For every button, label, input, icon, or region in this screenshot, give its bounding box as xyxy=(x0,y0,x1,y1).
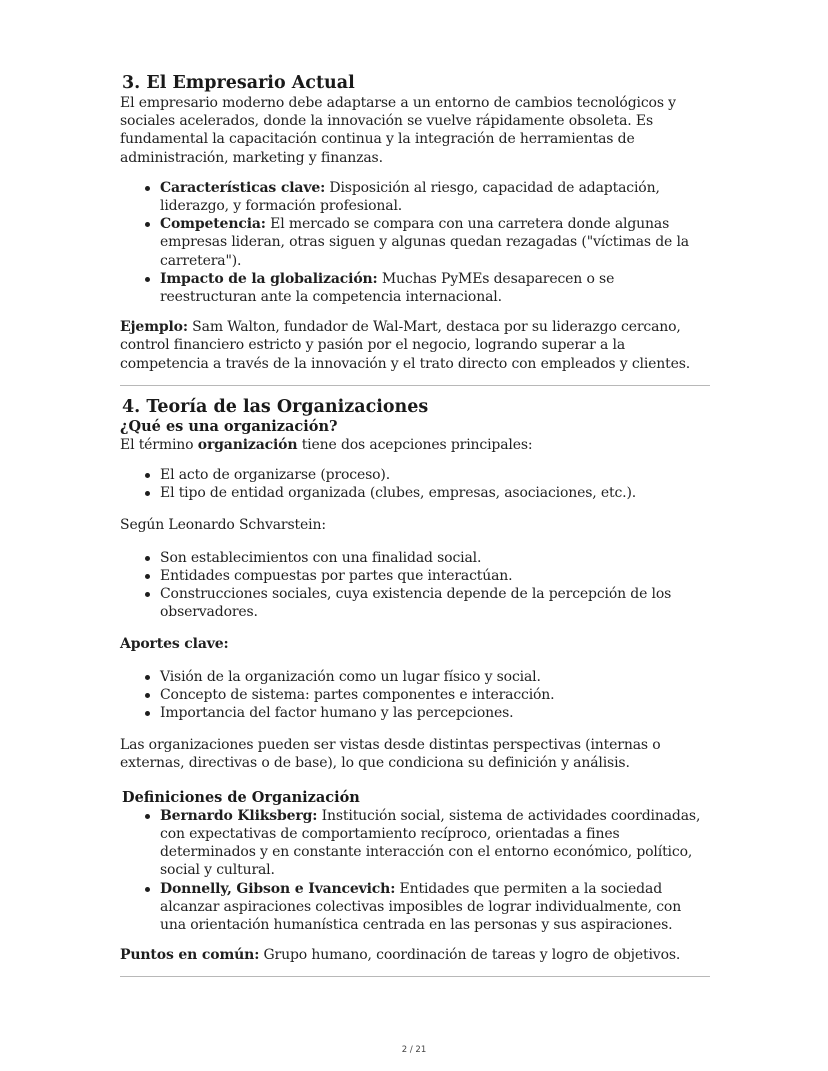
document-page xyxy=(120,72,710,977)
list-item: Son establecimientos con una finalidad social. xyxy=(160,549,710,567)
list-item xyxy=(160,807,710,880)
list-item xyxy=(160,215,710,270)
schvarstein-list xyxy=(120,549,710,622)
definitions-title: Definiciones de Organización xyxy=(122,788,360,806)
section-3-example xyxy=(120,318,710,373)
section-divider xyxy=(120,976,710,977)
list-item: Visión de la organización como un lugar físico y social. xyxy=(160,668,710,686)
section-3-bullet-list xyxy=(120,179,710,306)
list-item: Entidades compuestas por partes que interactúan. xyxy=(160,567,710,585)
page-number: 2 / 21 xyxy=(401,1045,427,1055)
list-item: Construcciones sociales, cuya existencia depende de la percepción de los observadores. xyxy=(160,585,710,621)
bullet-text: Muchas PyMEs desaparecen o se reestructuran ante la competencia internacional. xyxy=(160,270,615,306)
schvarstein-intro: Según Leonardo Schvarstein: xyxy=(120,517,326,534)
definition-text: Institución social, sistema de actividades coordinadas, con expectativas de comportamiento recíproco, orientadas a fines determinados y en constante interacción con el entorno económico, político, social y cultural. xyxy=(160,807,701,879)
example-label: Ejemplo: xyxy=(120,319,188,336)
term-post: tiene dos acepciones principales: xyxy=(297,436,533,453)
bullet-text: Disposición al riesgo, capacidad de adaptación, liderazgo, y formación profesional. xyxy=(160,179,660,215)
bullet-text: El mercado se compara con una carretera donde algunas empresas lideran, otras siguen y algunas quedan rezagadas ("víctimas de la carretera"). xyxy=(160,216,690,269)
perspectives-paragraph: Las organizaciones pueden ser vistas desde distintas perspectivas (internas o externas, directivas o de base), lo que condiciona su definición y análisis. xyxy=(120,737,661,772)
bullet-label: Competencia: xyxy=(160,216,266,233)
list-item: Concepto de sistema: partes componentes e interacción. xyxy=(160,686,710,704)
list-item xyxy=(160,179,710,215)
bullet-label: Impacto de la globalización: xyxy=(160,270,378,287)
term-pre: El término xyxy=(120,436,198,453)
aportes-label xyxy=(120,635,710,653)
common-label: Puntos en común: xyxy=(120,947,260,964)
bullet-label: Características clave: xyxy=(160,179,326,196)
definition-label: Bernardo Kliksberg: xyxy=(160,807,318,824)
list-item: El tipo de entidad organizada (clubes, empresas, asociaciones, etc.). xyxy=(160,484,710,502)
term-paragraph xyxy=(120,436,710,454)
term-bold: organización xyxy=(197,436,298,453)
section-3-title: 3. El Empresario Actual xyxy=(122,73,355,93)
list-item: El acto de organizarse (proceso). xyxy=(160,466,710,484)
section-4-title: 4. Teoría de las Organizaciones xyxy=(122,396,429,417)
list-item: Importancia del factor humano y las percepciones. xyxy=(160,704,710,722)
definitions-list xyxy=(120,807,710,934)
definition-text: Entidades que permiten a la sociedad alcanzar aspiraciones colectivas imposibles de lograr individualmente, con una orientación humanística centrada en las personas y sus aspiraciones. xyxy=(160,880,682,933)
common-text: Grupo humano, coordinación de tareas y logro de objetivos. xyxy=(259,947,681,964)
example-text: Sam Walton, fundador de Wal-Mart, destaca por su liderazgo cercano, control financiero estricto y pasión por el negocio, logrando superar a la competencia a través de la innovación y el trato directo con empleados y clientes. xyxy=(120,319,691,372)
definition-label: Donnelly, Gibson e Ivancevich: xyxy=(160,880,396,897)
list-item xyxy=(160,880,710,935)
meanings-list xyxy=(120,466,710,502)
section-3-intro: El empresario moderno debe adaptarse a un entorno de cambios tecnológicos y sociales acelerados, donde la innovación se vuelve rápidamente obsoleta. Es fundamental la capacitación continua y la integración de herramientas de administración, marketing y finanzas. xyxy=(120,95,676,166)
section-4-subtitle: ¿Qué es una organización? xyxy=(120,417,338,435)
common-points xyxy=(120,946,710,964)
aportes-list xyxy=(120,668,710,723)
aportes-label-text: Aportes clave: xyxy=(120,636,229,653)
list-item xyxy=(160,270,710,306)
